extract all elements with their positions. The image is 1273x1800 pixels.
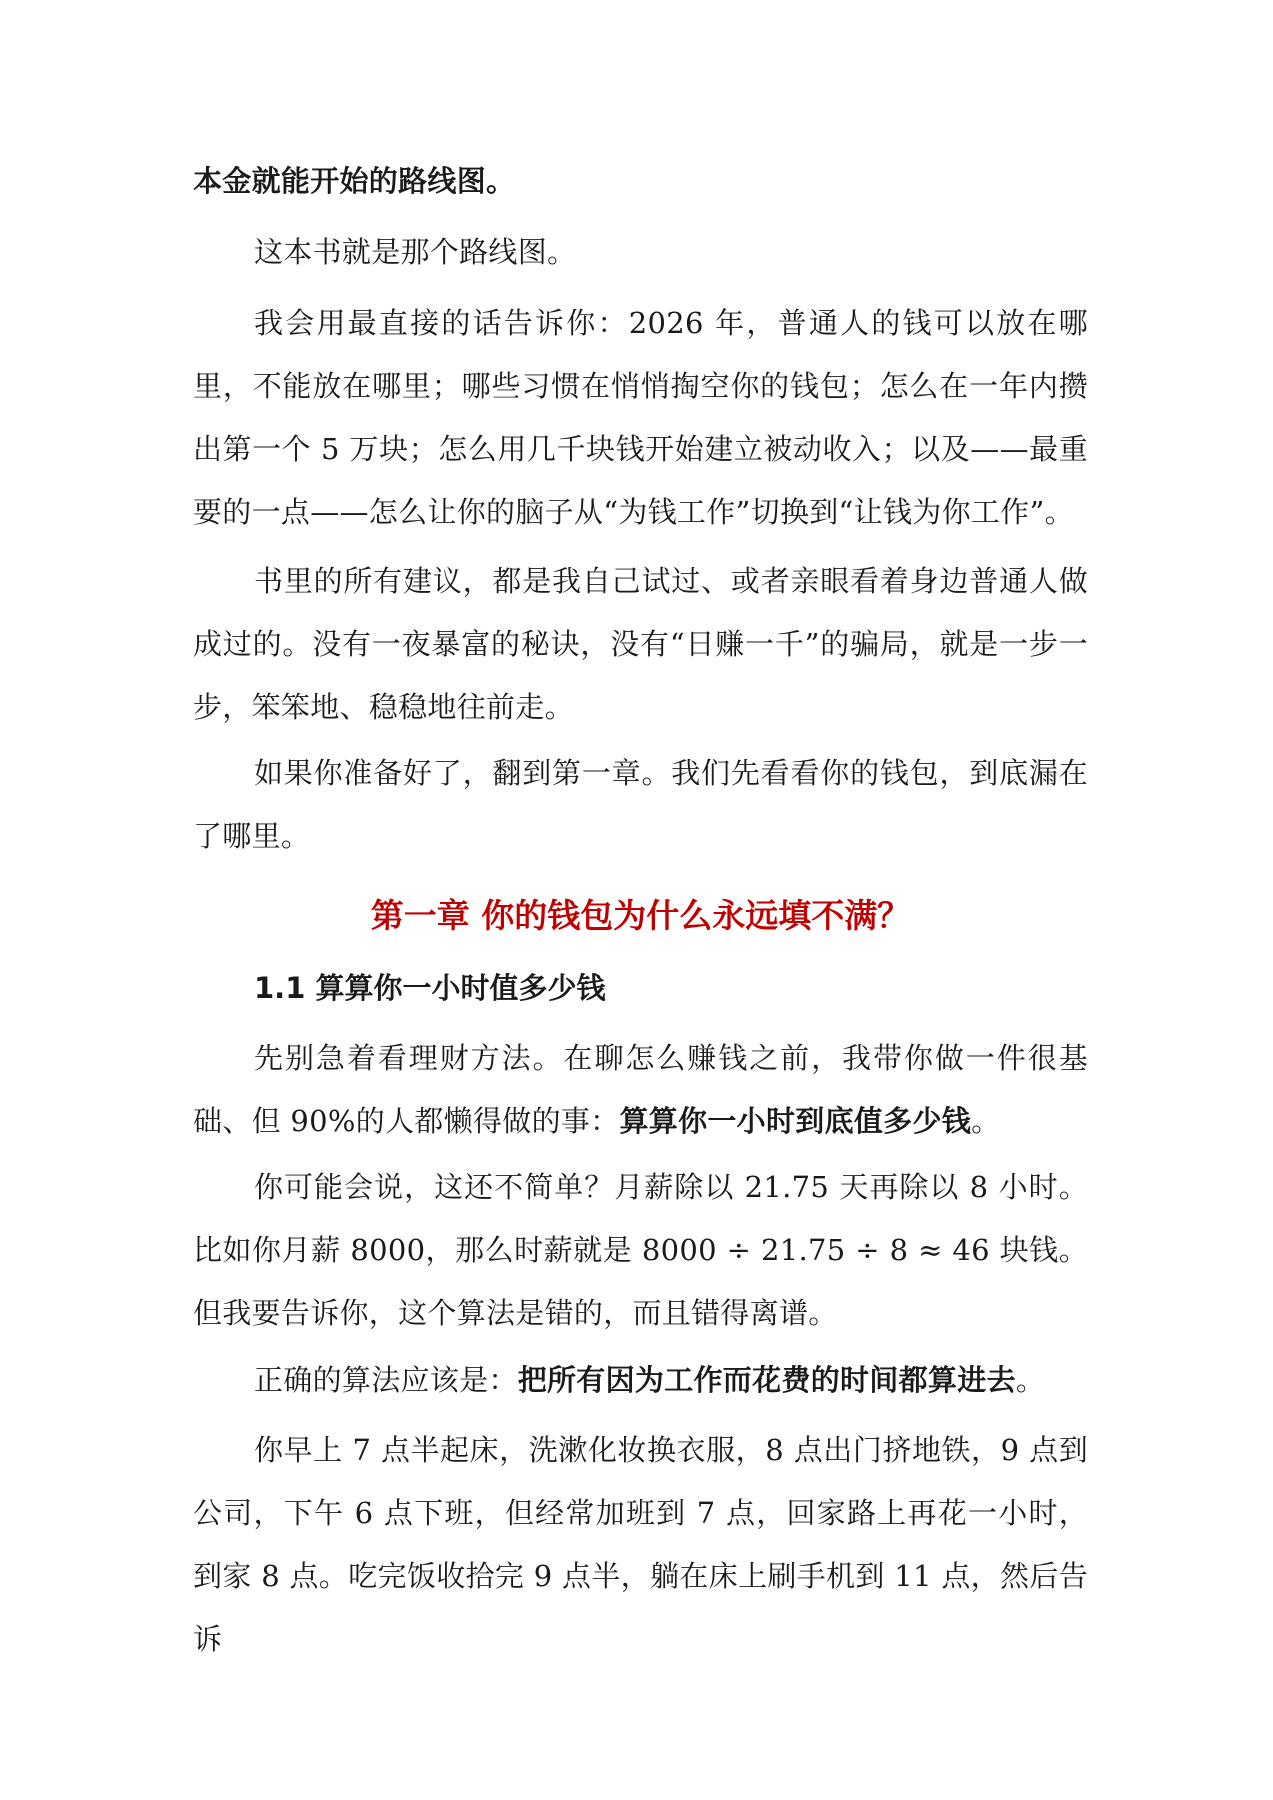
chapter-title: 第一章 你的钱包为什么永远填不满？ <box>370 896 911 935</box>
paragraph-roadmap: 这本书就是那个路线图。 <box>254 235 577 269</box>
paragraph-continuation: 本金就能开始的路线图。 <box>193 164 516 198</box>
paragraph-hourly-worth-end: 。 <box>971 1104 1001 1138</box>
paragraph-ready: 如果你准备好了，翻到第一章。我们先看看你的钱包，到底漏在了哪里。 <box>193 756 1088 853</box>
emphasis-hourly-worth: 算算你一小时到底值多少钱 <box>619 1104 972 1138</box>
paragraph-naive-calculation: 你可能会说，这还不简单？月薪除以 21.75 天再除以 8 小时。比如你月薪 8000，那么时薪就是 8000 ÷ 21.75 ÷ 8 ≈ 46 块钱。但我要告诉你，这个算法是错的，而且错得离谱。 <box>193 1170 1088 1330</box>
paragraph-hourly-worth <box>193 1027 1088 1153</box>
paragraph-correct-method <box>193 1349 1088 1412</box>
paragraph-book-promise: 我会用最直接的话告诉你：2026 年，普通人的钱可以放在哪里，不能放在哪里；哪些习惯在悄悄掏空你的钱包；怎么在一年内攒出第一个 5 万块；怎么用几千块钱开始建立被动收入；以及——最重要的一点——怎么让你的脑子从“为钱工作”切换到“让钱为你工作”。 <box>193 306 1088 529</box>
paragraph-hourly-worth-text: 先别急着看理财方法。在聊怎么赚钱之前，我带你做一件很基础、但 90%的人都懒得做的事： <box>193 1041 1088 1138</box>
emphasis-correct-method: 把所有因为工作而花费的时间都算进去 <box>517 1363 1016 1397</box>
paragraph-correct-method-end: 。 <box>1015 1363 1046 1397</box>
paragraph-daily-routine: 你早上 7 点半起床，洗漱化妆换衣服，8 点出门挤地铁，9 点到公司，下午 6 点下班，但经常加班到 7 点，回家路上再花一小时，到家 8 点。吃完饭收拾完 9 点半，躺在床上刷手机到 11 点，然后告诉 <box>193 1433 1088 1656</box>
section-title: 1.1 算算你一小时值多少钱 <box>254 971 606 1005</box>
paragraph-correct-method-text: 正确的算法应该是： <box>254 1363 518 1397</box>
paragraph-advice: 书里的所有建议，都是我自己试过、或者亲眼看着身边普通人做成过的。没有一夜暴富的秘诀，没有“日赚一千”的骗局，就是一步一步，笨笨地、稳稳地往前走。 <box>193 564 1088 724</box>
